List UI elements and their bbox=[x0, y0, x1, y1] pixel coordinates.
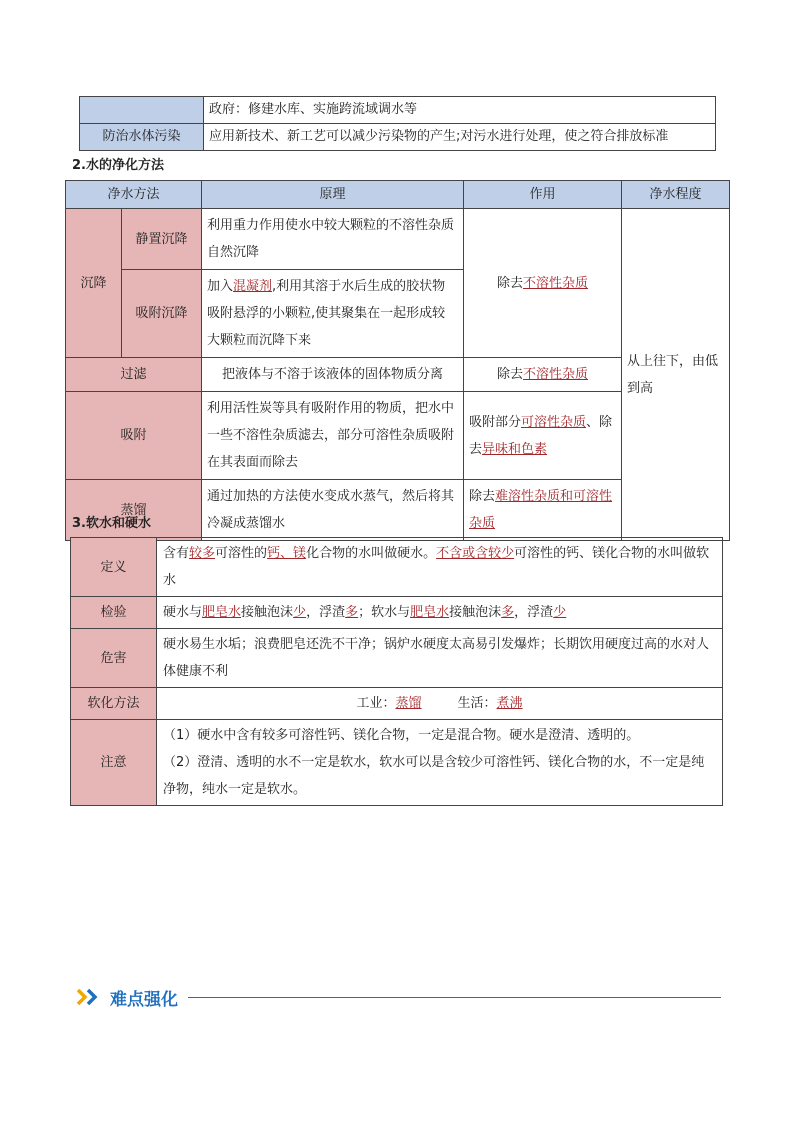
double-chevron-icon bbox=[76, 988, 102, 1006]
note-1: （1）硬水中含有较多可溶性钙、镁化合物，一定是混合物。硬水是澄清、透明的。 bbox=[163, 728, 640, 743]
static-settling-label: 静置沉降 bbox=[122, 209, 202, 270]
section-2-title: 2.水的净化方法 bbox=[72, 158, 164, 173]
adsorption-settling-principle: 加入混凝剂,利用其溶于水后生成的胶状物吸附悬浮的小颗粒,使其聚集在一起形成较大颗粒而沉降下来 bbox=[202, 270, 464, 358]
prevent-pollution-text: 应用新技术、新工艺可以减少污染物的产生;对污水进行处理，使之符合排放标准 bbox=[204, 124, 716, 151]
note-2: （2）澄清、透明的水不一定是软水，软水可以是含较少可溶性钙、镁化合物的水，不一定是纯净物，纯水一定是软水。 bbox=[163, 755, 705, 797]
adsorption-effect: 吸附部分可溶性杂质、除去异味和色素 bbox=[464, 392, 622, 480]
hard-soft-water-table bbox=[70, 537, 723, 806]
header-degree: 净水程度 bbox=[622, 181, 730, 209]
harm-label: 危害 bbox=[71, 629, 157, 688]
header-method: 净水方法 bbox=[66, 181, 202, 209]
distillation-principle: 通过加热的方法使水变成水蒸气，然后将其冷凝成蒸馏水 bbox=[202, 480, 464, 541]
blank-label-cell bbox=[80, 97, 204, 124]
section-divider bbox=[188, 997, 721, 998]
purity-degree: 从上往下，由低到高 bbox=[622, 209, 730, 541]
government-measures-cell: 政府：修建水库、实施跨流域调水等 bbox=[204, 97, 716, 124]
filtration-principle: 把液体与不溶于该液体的固体物质分离 bbox=[202, 358, 464, 392]
test-text: 硬水与肥皂水接触泡沫少，浮渣多；软水与肥皂水接触泡沫多，浮渣少 bbox=[157, 597, 723, 629]
header-principle: 原理 bbox=[202, 181, 464, 209]
harm-text: 硬水易生水垢；浪费肥皂还洗不干净；锅炉水硬度太高易引发爆炸；长期饮用硬度过高的水对人体健康不利 bbox=[157, 629, 723, 688]
notes-label: 注意 bbox=[71, 720, 157, 806]
definition-label: 定义 bbox=[71, 538, 157, 597]
test-label: 检验 bbox=[71, 597, 157, 629]
definition-text: 含有较多可溶性的钙、镁化合物的水叫做硬水。不含或含较少可溶性的钙、镁化合物的水叫做软水 bbox=[157, 538, 723, 597]
difficulty-section-header bbox=[76, 984, 721, 1010]
notes-text bbox=[157, 720, 723, 806]
filtration-effect: 除去不溶性杂质 bbox=[464, 358, 622, 392]
adsorption-label: 吸附 bbox=[66, 392, 202, 480]
section-3-title: 3.软水和硬水 bbox=[72, 516, 151, 531]
static-settling-principle: 利用重力作用使水中较大颗粒的不溶性杂质自然沉降 bbox=[202, 209, 464, 270]
softening-label: 软化方法 bbox=[71, 688, 157, 720]
adsorption-principle: 利用活性炭等具有吸附作用的物质，把水中一些不溶性杂质滤去，部分可溶性杂质吸附在其表面而除去 bbox=[202, 392, 464, 480]
settling-effect: 除去不溶性杂质 bbox=[464, 209, 622, 358]
distillation-label: 蒸馏 bbox=[66, 480, 202, 541]
adsorption-settling-label: 吸附沉降 bbox=[122, 270, 202, 358]
prevent-pollution-label: 防治水体污染 bbox=[80, 124, 204, 151]
settling-label: 沉降 bbox=[66, 209, 122, 358]
distillation-effect: 除去难溶性杂质和可溶性杂质 bbox=[464, 480, 622, 541]
softening-text: 工业：蒸馏 生活：煮沸 bbox=[157, 688, 723, 720]
purification-table bbox=[65, 180, 730, 541]
filtration-label: 过滤 bbox=[66, 358, 202, 392]
pollution-table bbox=[79, 96, 716, 151]
difficulty-section-title: 难点强化 bbox=[110, 989, 178, 1010]
header-effect: 作用 bbox=[464, 181, 622, 209]
